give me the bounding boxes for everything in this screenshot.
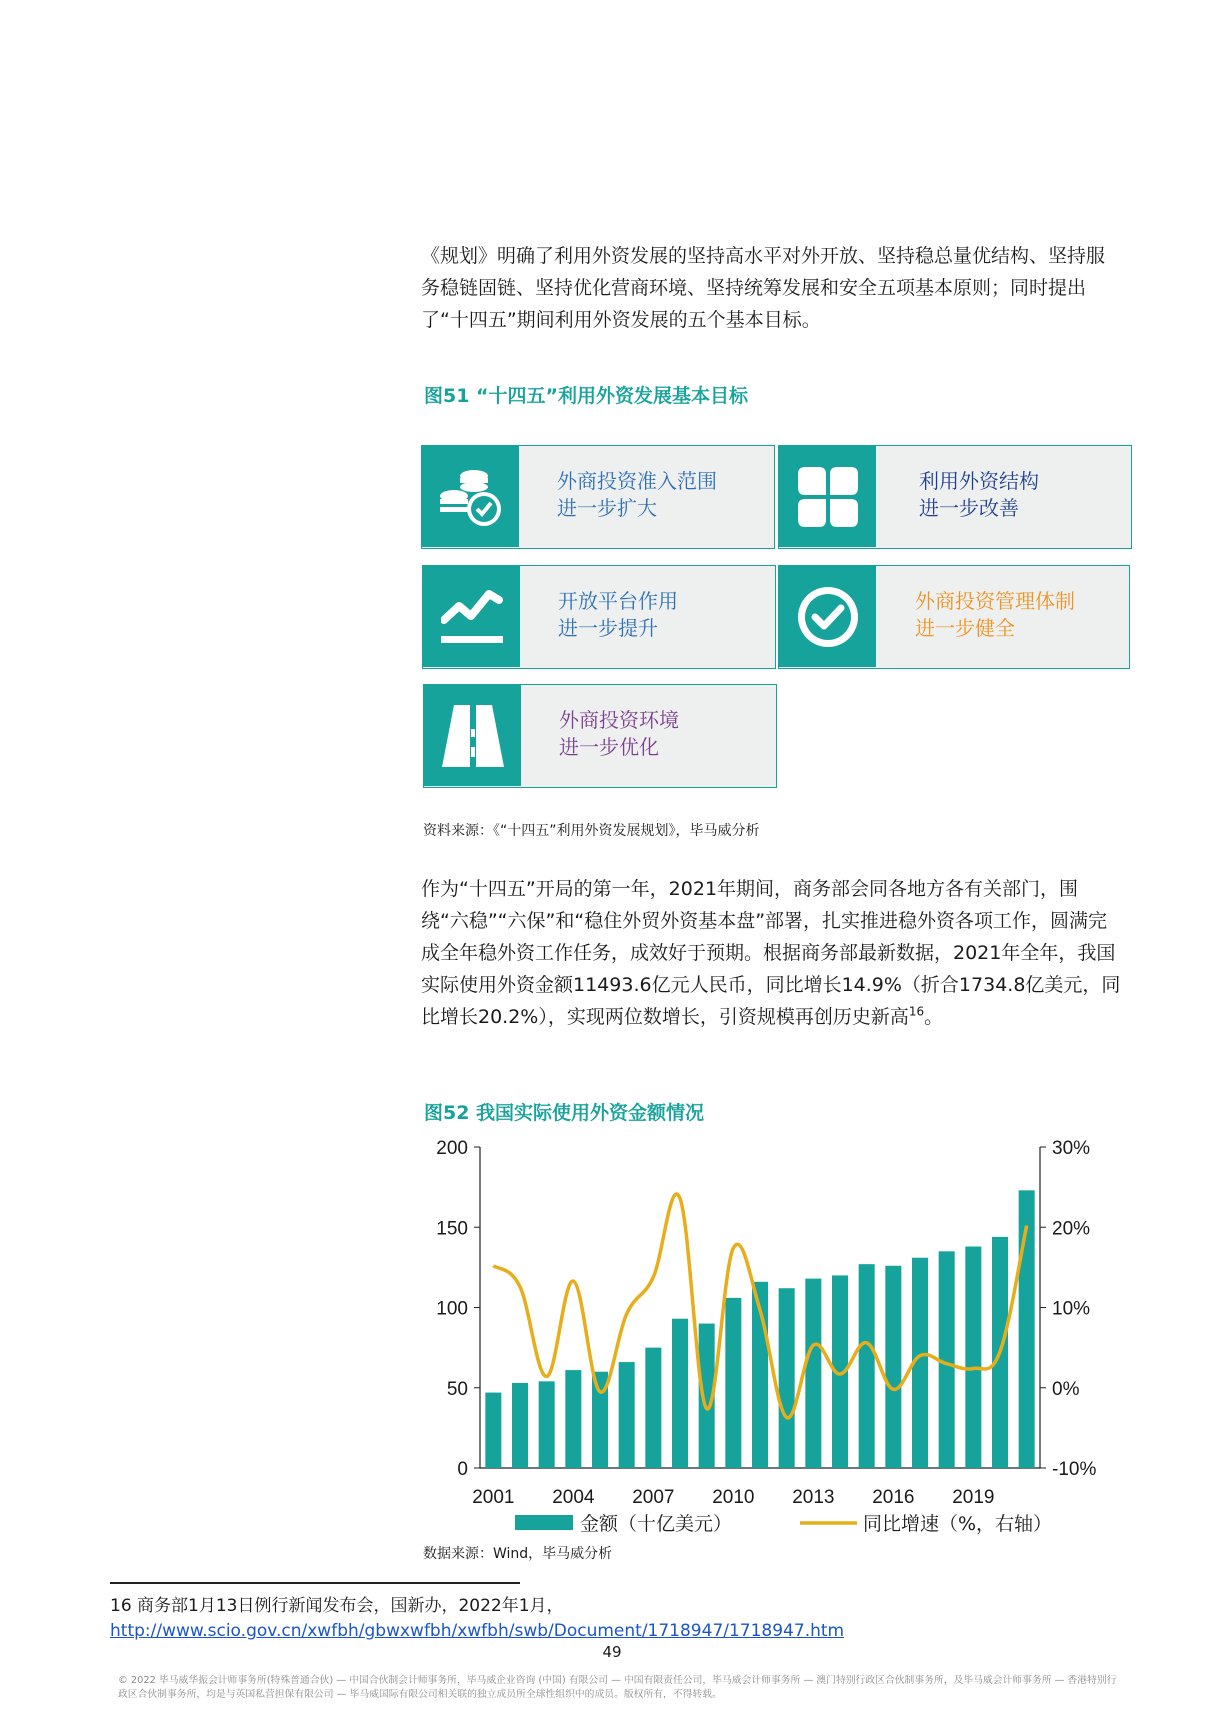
bar-2006 (619, 1362, 635, 1468)
copyright-notice: © 2022 毕马威华振会计师事务所(特殊普通合伙) — 中国合伙制会计师事务所，毕马威企业咨询 (中国) 有限公司 — 中国有限责任公司，毕马威会计师事务所 — 澳门特别行政区合伙制事务所，及毕马威会计师事务所 — 香港特别行政区合伙制事务所，均是与英国私营担保有限公司 — 毕马威国际有限公司相关联的独立成员所全球性组织中的成员。版权所有，不得转载。 (118, 1675, 1117, 1700)
legend-line-label: 同比增速（%，右轴） (863, 1513, 1053, 1535)
figure51-title: 图51 “十四五”利用外资发展基本目标 (424, 385, 749, 407)
bar-2001 (485, 1393, 501, 1468)
right-tick-label: 30% (1052, 1138, 1091, 1159)
left-tick-label: 200 (436, 1138, 468, 1159)
x-tick-label: 2019 (952, 1487, 995, 1508)
bar-2013 (805, 1279, 821, 1468)
bar-2010 (725, 1298, 741, 1468)
x-tick-label: 2004 (552, 1487, 595, 1508)
goal-5-line1: 外商投资环境 (559, 708, 679, 732)
bar-2004 (565, 1370, 581, 1468)
paragraph-2-end: 。 (924, 1006, 944, 1028)
goal-card-5 (423, 684, 777, 788)
x-tick-label: 2007 (632, 1487, 675, 1508)
goal-5-line2: 进一步优化 (559, 735, 659, 759)
goal-card-2 (778, 445, 1132, 549)
bar-2016 (885, 1266, 901, 1468)
fdi-combo-chart (420, 1135, 1140, 1535)
goal-card-4 (778, 565, 1130, 669)
goal-1-line2: 进一步扩大 (557, 496, 657, 520)
clover-icon (779, 446, 876, 547)
left-tick-label: 100 (436, 1298, 468, 1320)
checkmark-circle-icon (779, 566, 876, 667)
footnote-text: 16 商务部1月13日例行新闻发布会，国新办，2022年1月， (110, 1596, 564, 1616)
x-tick-label: 2016 (872, 1487, 915, 1508)
goal-card-3 (422, 565, 776, 669)
bar-2015 (859, 1264, 875, 1468)
footnote-ref[interactable]: 16 (908, 1004, 925, 1019)
footnote-link[interactable]: http://www.scio.gov.cn/xwfbh/gbwxwfbh/xwfbh/swb/Document/1718947/1718947.htm (110, 1621, 845, 1641)
right-tick-label: 20% (1052, 1218, 1091, 1240)
footnote-rule (110, 1582, 520, 1584)
figure51-source: 资料来源：《“十四五”利用外资发展规划》，毕马威分析 (423, 823, 760, 839)
left-tick-label: 50 (446, 1378, 468, 1400)
x-tick-label: 2013 (792, 1487, 835, 1508)
goal-2-line1: 利用外资结构 (919, 469, 1039, 493)
goal-4-line2: 进一步健全 (915, 616, 1015, 640)
legend-bar-label: 金额（十亿美元） (580, 1513, 733, 1535)
goal-2-line2: 进一步改善 (919, 496, 1019, 520)
bar-2012 (779, 1288, 795, 1468)
road-icon (424, 685, 521, 786)
legend-bar-swatch (515, 1515, 573, 1530)
goal-4-line1: 外商投资管理体制 (915, 589, 1075, 613)
bar-2007 (645, 1348, 661, 1468)
x-tick-label: 2010 (712, 1487, 755, 1508)
goal-3-line1: 开放平台作用 (558, 589, 678, 613)
footnote (110, 1594, 844, 1644)
trend-line-icon (423, 566, 520, 667)
goal-card-1 (421, 445, 775, 549)
bar-2003 (539, 1381, 555, 1468)
page-number: 49 (602, 1643, 622, 1661)
left-tick-label: 150 (436, 1218, 468, 1240)
bar-2002 (512, 1383, 528, 1468)
figure52-source: 数据来源：Wind，毕马威分析 (423, 1546, 613, 1562)
paragraph-2 (421, 873, 1121, 1033)
right-tick-label: 10% (1052, 1298, 1091, 1320)
bar-2019 (965, 1247, 981, 1468)
intro-paragraph: 《规划》明确了利用外资发展的坚持高水平对外开放、坚持稳总量优结构、坚持服务稳链固链、坚持优化营商环境、坚持统筹发展和安全五项基本原则；同时提出了“十四五”期间利用外资发展的五个基本目标。 (421, 245, 1106, 331)
left-tick-label: 0 (457, 1459, 468, 1480)
figure52-title: 图52 我国实际使用外资金额情况 (424, 1102, 705, 1124)
goal-3-line2: 进一步提升 (558, 616, 658, 640)
x-tick-label: 2001 (472, 1487, 515, 1508)
paragraph-2-text: 作为“十四五”开局的第一年，2021年期间，商务部会同各地方各有关部门，围绕“六稳”“六保”和“稳住外贸外资基本盘”部署，扎实推进稳外资各项工作，圆满完成全年稳外资工作任务，成效好于预期。根据商务部最新数据，2021年全年，我国实际使用外资金额11493.6亿元人民币，同比增长14.9%（折合1734.8亿美元，同比增长20.2%），实现两位数增长，引资规模再创历史新高 (421, 878, 1121, 1028)
right-tick-label: -10% (1052, 1459, 1097, 1480)
bar-2008 (672, 1319, 688, 1468)
goal-1-line1: 外商投资准入范围 (557, 469, 717, 493)
right-tick-label: 0% (1052, 1378, 1080, 1400)
coins-check-icon (422, 446, 519, 547)
